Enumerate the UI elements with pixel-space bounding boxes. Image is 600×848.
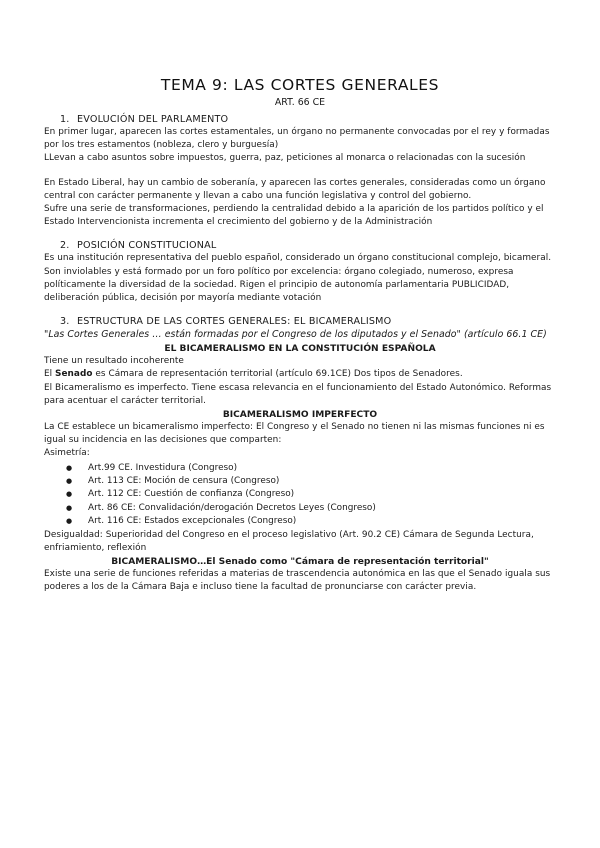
section-2-title: POSICIÓN CONSTITUCIONAL — [77, 240, 217, 252]
subsection-heading: BICAMERALISMO IMPERFECTO — [222, 410, 378, 421]
section-2-number: 2. — [60, 240, 70, 252]
page-subtitle: ART. 66 CE — [274, 97, 326, 108]
subsection-heading: BICAMERALISMO…El Senado como "Cámara de representación territorial" — [111, 557, 489, 568]
subsection-paragraph: Tiene un resultado incoherente — [44, 356, 184, 367]
section-1-heading — [44, 114, 556, 125]
section-1-paragraph: LLevan a cabo asuntos sobre impuestos, guerra, paz, peticiones al monarca o relacionadas con la sucesión — [44, 153, 526, 164]
section-1-number: 1. — [60, 114, 70, 125]
section-3-title: ESTRUCTURA DE LAS CORTES GENERALES: EL BICAMERALISMO — [77, 316, 392, 328]
subsection-heading: EL BICAMERALISMO EN LA CONSTITUCIÓN ESPAÑOLA — [164, 344, 436, 355]
list-item: ● Art.99 CE. Investidura (Congreso) — [78, 462, 556, 475]
subsection-paragraph — [44, 368, 556, 381]
spacer — [44, 229, 556, 240]
section-1-paragraph: Sufre una serie de transformaciones, perdiendo la centralidad debido a la aparición de los partidos político y el Estado Intervencionista incrementa el crecimiento del gobierno y de la Administración — [44, 204, 544, 228]
section-2-paragraph: Es una institución representativa del pueblo español, considerado un órgano constitucional complejo, bicameral. Son inviolables y está formado por un foro político por excelencia: órgano colegiado, numeroso, expresa políticamente la diversidad de la sociedad. Rigen el principio de autonomía parlamentaria PUBLICIDAD, deliberación pública, decisión por mayoría mediante votación — [44, 253, 552, 304]
list-item: ● Art. 112 CE: Cuestión de confianza (Congreso) — [78, 488, 556, 501]
senado-bold: Senado — [55, 369, 93, 380]
list-item: ● Art. 86 CE: Convalidación/derogación Decretos Leyes (Congreso) — [78, 502, 556, 515]
section-3-heading — [44, 316, 556, 327]
asymmetry-list — [44, 462, 556, 529]
section-1-paragraph: En Estado Liberal, hay un cambio de soberanía, y aparecen las cortes generales, consideradas como un órgano central con carácter permanente y llevan a cabo una función legislativa y control del gobierno. — [44, 177, 546, 201]
subsection-paragraph: El Bicameralismo es imperfecto. Tiene escasa relevancia en el funcionamiento del Estado Autonómico. Reformas para acentuar el carácter territorial. — [44, 382, 552, 406]
constitution-quote: "Las Cortes Generales … están formadas por el Congreso de los diputados y el Senado" (artículo 66.1 CE) — [44, 329, 547, 341]
section-1-paragraph: En primer lugar, aparecen las cortes estamentales, un órgano no permanente convocadas por el rey y formadas por los tres estamentos (nobleza, clero y burguesía) — [44, 127, 550, 151]
section-3-number: 3. — [60, 316, 70, 328]
text-prefix: El — [44, 369, 56, 380]
section-2-heading — [44, 240, 556, 251]
spacer — [44, 305, 556, 316]
subsection-paragraph: Existe una serie de funciones referidas a materias de trascendencia autonómica en las que el Senado iguala sus poderes a los de la Cámara Baja e incluso tiene la facultad de pronunciarse con carácter previa. — [44, 569, 551, 593]
subsection-paragraph: La CE establece un bicameralismo imperfecto: El Congreso y el Senado no tienen ni las mismas funciones ni es igual su incidencia en las decisiones que comparten: — [44, 422, 545, 446]
list-item: ● Art. 113 CE: Moción de censura (Congreso) — [78, 475, 556, 488]
text-suffix: es Cámara de representación territorial (artículo 69.1CE) Dos tipos de Senadores. — [92, 369, 463, 380]
page-title: TEMA 9: LAS CORTES GENERALES — [160, 76, 440, 94]
spacer — [44, 166, 556, 177]
list-item: ● Art. 116 CE: Estados excepcionales (Congreso) — [78, 515, 556, 528]
subsection-paragraph: Asimetría: — [44, 448, 90, 459]
subsection-paragraph: Desigualdad: Superioridad del Congreso en el proceso legislativo (Art. 90.2 CE) Cámara de Segunda Lectura, enfriamiento, reflexión — [44, 529, 534, 553]
section-1-title: EVOLUCIÓN DEL PARLAMENTO — [77, 114, 229, 125]
